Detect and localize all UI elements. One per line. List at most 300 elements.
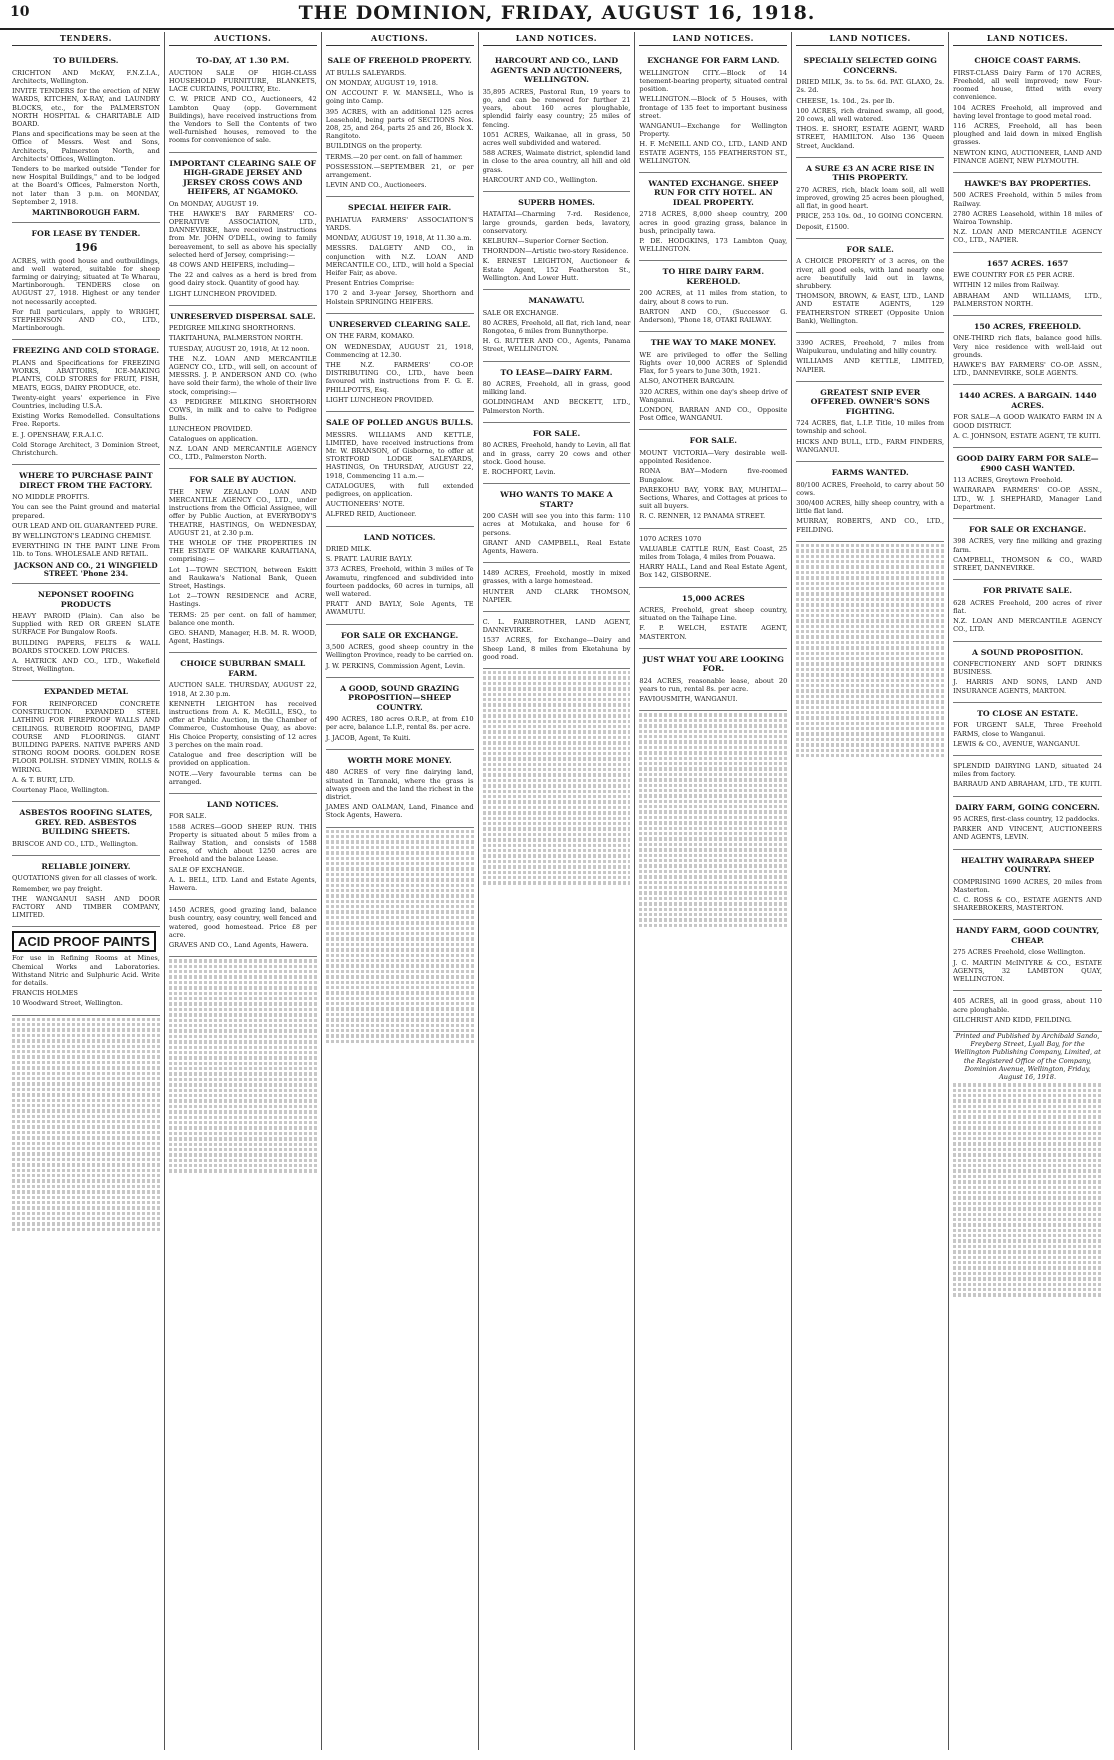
small-print-filler: [953, 1239, 1102, 1242]
small-print-filler: [483, 806, 631, 809]
small-print-filler: [639, 881, 787, 884]
small-print-filler: [326, 873, 474, 876]
small-print-filler: [12, 1201, 160, 1204]
small-print-filler: [169, 1089, 317, 1092]
advertisement: [639, 649, 787, 712]
ad-body-text: Courtenay Place, Wellington.: [12, 786, 110, 794]
small-print-filler: [796, 722, 944, 725]
ad-body-text: H. F. McNEILL AND CO., LTD., LAND AND ESTATE AGENTS, 155 FEATHERSTON ST., WELLINGTON.: [639, 140, 788, 165]
ad-body-text: KELBURN—Superior Corner Section.: [482, 237, 609, 246]
small-print-filler: [639, 789, 787, 792]
ad-headline: WORTH MORE MONEY.: [347, 755, 452, 765]
ad-body-text: P. DE. HODGKINS, 173 Lambton Quay, WELLINGTON.: [639, 237, 788, 254]
small-print-filler: [953, 1105, 1102, 1108]
small-print-filler: [953, 1196, 1102, 1199]
small-print-filler: [169, 1159, 317, 1162]
ad-body-text: LUNCHEON PROVIDED.: [168, 424, 253, 433]
ad-body-text: Plans and specifications may be seen at the Office of Messrs. West and Sons, Architects, Palmerston North, and Architects' Offices, Wellington.: [12, 130, 160, 163]
small-print-filler: [12, 1082, 160, 1085]
ad-body-text: C. L. FAIRBROTHER, LAND AGENT, DANNEVIRKE.: [482, 618, 631, 635]
small-print-filler: [12, 1045, 160, 1048]
small-print-filler: [639, 875, 787, 878]
small-print-filler: [483, 817, 631, 820]
small-print-filler: [326, 1013, 474, 1016]
small-print-filler: [12, 1066, 160, 1069]
small-print-filler: [169, 992, 317, 995]
small-print-filler: [483, 854, 631, 857]
advertisement: [169, 306, 317, 470]
small-print-filler: [796, 668, 944, 671]
small-print-filler: [326, 970, 474, 973]
ad-body-text: 2718 ACRES, 8,000 sheep country, 200 acres in good grazing grass, balance in bush, principally tawa.: [639, 210, 788, 235]
small-print-filler: [169, 959, 317, 962]
ad-headline: WANTED EXCHANGE. SHEEP RUN FOR CITY HOTEL. AN IDEAL PROPERTY.: [648, 178, 779, 207]
advertisement: [796, 50, 944, 158]
small-print-filler: [169, 1099, 317, 1102]
ad-body-text: HARRY HALL, Land and Real Estate Agent, Box 142, GISBORNE.: [639, 563, 788, 580]
advertisement: [953, 850, 1102, 921]
small-print-filler: [953, 1272, 1102, 1275]
ad-headline: SPECIAL HEIFER FAIR.: [348, 203, 452, 213]
ad-body-text: THOMSON, BROWN, & EAST, LTD., LAND AND ESTATE AGENTS, 129 FEATHERSTON STREET (Opposite Union Bank), Wellington.: [796, 292, 945, 325]
small-print-filler: [483, 714, 631, 717]
small-print-filler: [12, 1034, 160, 1037]
small-print-filler: [483, 757, 631, 760]
ad-body-text: 1051 ACRES, Waikanae, all in grass, 50 acres well subdivided and watered.: [482, 130, 631, 147]
ad-body-text: GRAVES AND CO., Land Agents, Hawera.: [168, 941, 309, 950]
ad-body-text: GOLDINGHAM AND BECKETT, LTD., Palmerston North.: [482, 398, 631, 415]
ad-body-text: SPLENDID DAIRYING LAND, situated 24 miles from factory.: [953, 761, 1102, 779]
small-print-filler: [483, 784, 631, 787]
small-print-filler: [326, 830, 474, 833]
small-print-filler: [639, 821, 787, 824]
ad-body-text: NOTE.—Very favourable terms can be arranged.: [168, 769, 317, 786]
ad-body-text: 588 ACRES, Waimate district, splendid land in close to the area country, all hill and old grass.: [482, 149, 631, 174]
small-print-filler: [953, 1132, 1102, 1135]
ad-body-text: THOS. E. SHORT, ESTATE AGENT, WARD STREET, HAMILTON. Also 136 Queen Street, Auckland.: [796, 125, 945, 150]
small-print-filler: [796, 695, 944, 698]
ad-headline: EXPANDED METAL: [43, 687, 128, 697]
small-print-filler: [12, 1196, 160, 1199]
ad-body-text: WELLINGTON.—Block of 5 Houses, with frontage of 135 feet to important business street.: [639, 95, 788, 120]
small-print-filler: [639, 746, 787, 749]
advertisement: [953, 797, 1102, 850]
ad-body-text: 48 COWS AND HEIFERS, including—: [168, 260, 295, 269]
small-print-filler: [483, 881, 631, 884]
advertisement: [169, 50, 317, 152]
ad-headline: HARCOURT AND CO., LAND AGENTS AND AUCTIONEERS, WELLINGTON.: [490, 56, 623, 85]
small-print-filler: [483, 811, 631, 814]
ad-headline: WHERE TO PURCHASE PAINT DIRECT FROM THE FACTORY.: [19, 471, 153, 490]
ad-body-text: Remember, we pay freight.: [12, 884, 103, 893]
small-print-filler: [326, 948, 474, 951]
small-print-filler: [326, 1034, 474, 1037]
ad-body-text: 1450 ACRES, good grazing land, balance bush country, easy country, well fenced and watered, good homestead. Price £8 per acre.: [168, 906, 317, 939]
small-print-filler: [326, 959, 474, 962]
ad-body-text: WELLINGTON CITY.—Block of 14 tenement-bearing property, situated central position.: [639, 68, 788, 94]
small-print-filler: [953, 1256, 1102, 1259]
small-print-filler: [796, 635, 944, 638]
ad-headline: FOR SALE BY AUCTION.: [189, 475, 297, 485]
small-print-filler: [639, 730, 787, 733]
small-print-filler: [639, 719, 787, 722]
advertisement: [483, 362, 631, 423]
ad-body-text: Twenty-eight years' experience in Five Countries, including U.S.A.: [12, 393, 160, 410]
ad-body-text: 200 CASH will see you into this farm: 110 acres at Motukaka, and house for 6 persons.: [482, 512, 631, 537]
ad-headline: LAND NOTICES.: [363, 532, 436, 542]
advertisement: [12, 681, 160, 802]
ad-body-text: FRANCIS HOLMES: [12, 989, 78, 998]
small-print-filler: [483, 844, 631, 847]
small-print-filler: [326, 867, 474, 870]
small-print-filler: [12, 1018, 160, 1021]
small-print-filler: [483, 709, 631, 712]
ad-body-text: PAREKOHU BAY, YORK BAY, MUHITAI—Sections, Whares, and Cottages at prices to suit all buyers.: [639, 485, 788, 511]
ad-body-text: NEWTON KING, AUCTIONEER, LAND AND FINANCE AGENT, NEW PLYMOUTH.: [953, 148, 1102, 165]
small-print-filler: [169, 1132, 317, 1135]
small-print-filler: [12, 1158, 160, 1161]
ad-body-text: H. G. RUTTER AND CO., Agents, Panama Street, WELLINGTON.: [482, 337, 631, 354]
advertisement: [169, 653, 317, 793]
column-heading: AUCTIONS.: [169, 32, 317, 46]
small-print-filler: [796, 689, 944, 692]
small-print-filler: [12, 1072, 160, 1075]
column-heading: LAND NOTICES.: [483, 32, 631, 46]
column-heading: TENDERS.: [12, 32, 160, 46]
small-print-filler: [796, 544, 944, 547]
ad-body-text: ACRES, with good house and outbuildings, and well watered, suitable for sheep farming or dairying; situated at Te Wharau, Martinborough. TENDERS close on AUGUST 27, 1918. Highest or any tender not necessarily accepted.: [12, 256, 160, 306]
small-print-filler: [953, 1089, 1102, 1092]
small-print-filler: [483, 763, 631, 766]
small-print-filler: [639, 735, 787, 738]
small-print-filler: [796, 571, 944, 574]
ad-body-text: HARCOURT AND CO., Wellington.: [482, 175, 598, 184]
ad-headline: A SOUND PROPOSITION.: [971, 647, 1084, 657]
ad-body-text: CAMPBELL, THOMSON & CO., WARD STREET, DANNEVIRKE.: [953, 555, 1102, 573]
ad-body-text: ALFRED REID, Auctioneer.: [325, 510, 417, 519]
ad-body-text: N.Z. LOAN AND MERCANTILE AGENCY CO., LTD.: [953, 617, 1102, 634]
small-print-filler: [483, 676, 631, 679]
small-print-filler: [483, 827, 631, 830]
advertisement: [326, 625, 474, 678]
ad-body-text: SALE OR EXCHANGE.: [482, 308, 559, 317]
column-heading: AUCTIONS.: [326, 32, 474, 46]
small-print-filler: [12, 1099, 160, 1102]
ad-body-text: TERMS: 25 per cent. on fall of hammer, balance one month.: [168, 610, 317, 627]
ad-body-text: KENNETH LEIGHTON has received instructions from A. K. McGILL, ESQ., to offer at Public Auction, in the Chamber of Commerce, Customhouse Quay, as above: His Choice Property, consisting of 12 acres 3 perches on the main road.: [168, 699, 317, 749]
ad-body-text: Deposit, £1500.: [796, 222, 850, 231]
small-print-filler: [483, 698, 631, 701]
small-print-filler: [12, 1179, 160, 1182]
small-print-filler: [12, 1131, 160, 1134]
advertisement: [796, 239, 944, 333]
ad-headline: CHOICE SUBURBAN SMALL FARM.: [180, 659, 306, 678]
ad-body-text: FOR SALE—A GOOD WAIKATO FARM IN A GOOD DISTRICT.: [953, 413, 1102, 430]
ad-body-text: HEAVY PAROID (Plain). Can also be Supplied with RED OR GREEN SLATE SURFACE For Bungalow Roofs.: [12, 612, 160, 637]
ad-body-text: ON THE FARM, KOMAKO.: [325, 332, 415, 341]
ad-body-text: THE HAWKE'S BAY FARMERS' CO-OPERATIVE ASSOCIATION, LTD., DANNEVIRKE, have received instructions from Mr. JOHN O'DELL, owing to family bereavement, to sell as above his specially selected herd of Jersey, comprising:—: [168, 209, 317, 259]
small-print-filler: [796, 614, 944, 617]
advertisement: [483, 612, 631, 669]
small-print-filler: [326, 1007, 474, 1010]
small-print-filler: [169, 1164, 317, 1167]
small-print-filler: [169, 1126, 317, 1129]
small-print-filler: [953, 1207, 1102, 1210]
small-print-filler: [12, 1169, 160, 1172]
ad-body-text: SALE OF EXCHANGE.: [168, 865, 245, 874]
small-print-filler: [326, 878, 474, 881]
advertisement: [326, 197, 474, 314]
small-print-filler: [483, 693, 631, 696]
small-print-filler: [169, 970, 317, 973]
small-print-filler: [12, 1217, 160, 1220]
small-print-filler: [169, 975, 317, 978]
small-print-filler: [12, 1125, 160, 1128]
small-print-filler: [796, 641, 944, 644]
ad-body-text: LONDON, BARRAN AND CO., Opposite Post Office, WANGANUI.: [639, 405, 788, 423]
small-print-filler: [639, 794, 787, 797]
ad-body-text: HUNTER AND CLARK THOMSON, NAPIER.: [482, 587, 631, 604]
small-print-filler: [326, 1024, 474, 1027]
small-print-filler: [639, 908, 787, 911]
advertisement: [483, 50, 631, 192]
ad-signature: JACKSON AND CO., 21 WINGFIELD STREET. 'Phone 234.: [14, 560, 158, 578]
ad-body-text: A. HATRICK AND CO., LTD., Wakefield Street, Wellington.: [12, 657, 160, 674]
ad-body-text: HICKS AND BULL, LTD., FARM FINDERS, WANGANUI.: [796, 437, 945, 454]
small-print-filler: [483, 876, 631, 879]
ad-headline: FOR PRIVATE SALE.: [983, 586, 1072, 596]
ad-headline: 150 ACRES, FREEHOLD.: [973, 321, 1082, 331]
ad-body-text: CRICHTON AND McKAY, F.N.Z.I.A., Architects, Wellington.: [12, 68, 160, 85]
ad-body-text: GEO. SHAND, Manager, H.B. M. R. WOOD, Agent, Hastings.: [168, 629, 317, 646]
small-print-filler: [483, 849, 631, 852]
advertisement: [326, 314, 474, 412]
ad-body-text: 300/400 ACRES, hilly sheep country, with a little flat land.: [796, 499, 945, 516]
small-print-filler: [796, 603, 944, 606]
ad-body-text: 100 ACRES, rich drained swamp, all good, 20 cows, all well watered.: [796, 106, 945, 124]
advertisement: [639, 430, 787, 528]
ad-body-text: 275 ACRES Freehold, close Wellington.: [953, 948, 1086, 957]
advertisement: [169, 153, 317, 306]
small-print-filler: [169, 1067, 317, 1070]
ad-body-text: MESSRS. DALGETY AND CO., in conjunction with N.Z. LOAN AND MERCANTILE CO., LTD., will hold a Special Heifer Fair, as above.: [325, 244, 474, 278]
column-heading: LAND NOTICES.: [796, 32, 944, 46]
ad-body-text: MURRAY, ROBERTS, AND CO., LTD., FEILDING.: [796, 517, 945, 534]
small-print-filler: [326, 916, 474, 919]
column-heading: LAND NOTICES.: [639, 32, 787, 46]
small-print-filler: [639, 848, 787, 851]
ad-headline: SUPERB HOMES.: [518, 197, 595, 207]
ad-body-text: 170 2 and 3-year Jersey, Shorthorn and Holstein SPRINGING HEIFERS.: [325, 289, 474, 306]
small-print-filler: [953, 1180, 1102, 1183]
ad-headline: JUST WHAT YOU ARE LOOKING FOR.: [642, 654, 784, 674]
small-print-filler: [169, 986, 317, 989]
small-print-filler: [953, 1245, 1102, 1248]
ad-body-text: C. W. PRICE AND CO., Auctioneers, 42 Lambton Quay (opp. Government Buildings), have received instructions from the Vendors to Sell the Contents of two well-furnished houses, removed to the rooms for convenience of sale.: [168, 95, 317, 145]
small-print-filler: [326, 884, 474, 887]
small-print-filler: [796, 727, 944, 730]
ad-headline: 1440 ACRES. A BARGAIN. 1440 ACRES.: [958, 391, 1097, 410]
advertisement: [639, 50, 787, 173]
small-print-filler: [169, 1029, 317, 1032]
small-print-filler: [12, 1093, 160, 1096]
ad-body-text: BARTON AND CO., (Successor G. Anderson), 'Phone 18, OTAKI RAILWAY.: [639, 307, 788, 325]
ad-lead-figure: 196: [74, 240, 98, 254]
small-print-filler: [326, 986, 474, 989]
ad-body-text: 405 ACRES, all in good grass, about 110 acre ploughable.: [953, 997, 1102, 1014]
small-print-filler: [326, 943, 474, 946]
ad-headline: FOR SALE OR EXCHANGE.: [968, 524, 1087, 534]
small-print-filler: [326, 921, 474, 924]
ad-body-text: AUCTIONEERS' NOTE.: [325, 500, 405, 509]
small-print-filler: [953, 1126, 1102, 1129]
ad-body-text: Present Entries Comprise:: [325, 279, 415, 288]
ad-body-text: LIGHT LUNCHEON PROVIDED.: [325, 395, 434, 404]
ad-body-text: MESSRS. WILLIAMS AND KETTLE, LIMITED, have received instructions from Mr. W. BRANSON, of Gisborne, to offer at STORTFORD LODGE SALEYARDS, HASTINGS, On THURSDAY, AUGUST 22, 1918, Commencing 11 a.m.—: [325, 430, 474, 480]
ad-body-text: A. L. BELL, LTD. Land and Estate Agents, Hawera.: [168, 875, 317, 893]
ad-body-text: 724 ACRES, flat, L.I.P. Title, 10 miles from township and school.: [796, 419, 945, 436]
advertisement: [953, 448, 1102, 519]
small-print-filler: [639, 805, 787, 808]
ad-body-text: WITHIN 12 miles from Railway.: [953, 281, 1060, 290]
ad-body-text: ABRAHAM AND WILLIAMS, LTD., PALMERSTON NORTH.: [953, 291, 1102, 308]
ad-body-text: THE N.Z. FARMERS' CO-OP. DISTRIBUTING CO., LTD., have been favoured with instructions from F. G. E. PHILLPOTTS, Esq.: [325, 360, 474, 394]
ad-body-text: HATAITAI—Charming 7-rd. Residence, large grounds, garden beds, lavatory, conservatory.: [482, 210, 631, 235]
small-print-filler: [483, 871, 631, 874]
ad-headline: NEPONSET ROOFING PRODUCTS: [37, 590, 134, 609]
small-print-filler: [953, 1148, 1102, 1151]
ad-headline: HAWKE'S BAY PROPERTIES.: [964, 178, 1091, 188]
ad-body-text: ONE-THIRD rich flats, balance good hills. Very nice residence with well-laid out grounds.: [953, 334, 1102, 359]
ad-body-text: J. HARRIS AND SONS, LAND AND INSURANCE AGENTS, MARTON.: [953, 678, 1102, 695]
small-print-filler: [639, 778, 787, 781]
small-print-filler: [639, 918, 787, 921]
small-print-filler: [169, 1051, 317, 1054]
small-print-filler: [796, 657, 944, 660]
ad-body-text: C. C. ROSS & CO., ESTATE AGENTS AND SHAREBROKERS, MASTERTON.: [953, 896, 1102, 913]
advertisement: [639, 529, 787, 588]
small-print-filler: [953, 1261, 1102, 1264]
small-print-filler: [169, 1105, 317, 1108]
advertisement: [639, 332, 787, 430]
advertisement: [12, 465, 160, 584]
small-print-filler: [326, 1040, 474, 1043]
small-print-filler: [796, 706, 944, 709]
ad-body-text: 320 ACRES, within one day's sheep drive of Wanganui.: [639, 387, 788, 404]
small-print-filler: [169, 1121, 317, 1124]
small-print-filler: [326, 851, 474, 854]
column-5: [635, 32, 792, 1750]
ad-headline: 1657 ACRES. 1657: [986, 258, 1069, 268]
ad-body-text: ON ACCOUNT F. W. MANSELL, Who is going into Camp.: [325, 89, 474, 106]
advertisement: [12, 927, 160, 1015]
small-print-filler: [953, 1266, 1102, 1269]
ad-body-text: 80 ACRES, Freehold, all in grass, good milking land.: [482, 380, 631, 397]
small-print-filler: [639, 724, 787, 727]
ad-headline: FOR SALE.: [532, 428, 581, 438]
advertisement: [326, 527, 474, 625]
ad-body-text: NO MIDDLE PROFITS.: [12, 493, 90, 502]
column-6: [792, 32, 949, 1750]
ad-body-text: J. JACOB, Agent, Te Kuiti.: [325, 733, 411, 742]
small-print-filler: [326, 862, 474, 865]
small-print-filler: [953, 1218, 1102, 1221]
ad-body-text: ALSO, ANOTHER BARGAIN.: [639, 377, 735, 386]
ad-headline: SALE OF FREEHOLD PROPERTY.: [327, 56, 472, 66]
small-print-filler: [169, 1110, 317, 1113]
ad-headline: FOR SALE OR EXCHANGE.: [341, 630, 459, 640]
ad-body-text: N.Z. LOAN AND MERCANTILE AGENCY CO., LTD., Palmerston North.: [168, 444, 317, 462]
small-print-filler: [796, 576, 944, 579]
small-print-filler: [639, 870, 787, 873]
small-print-filler: [326, 900, 474, 903]
small-print-filler: [639, 767, 787, 770]
ad-body-text: 2780 ACRES Leasehold, within 18 miles of Wairoa Township.: [953, 209, 1102, 227]
small-print-filler: [483, 747, 631, 750]
small-print-filler: [796, 619, 944, 622]
ad-body-text: CATALOGUES, with full extended pedigrees, on application.: [325, 481, 474, 498]
small-print-filler: [483, 822, 631, 825]
ad-body-text: CHEESE, 1s. 10d., 2s. per lb.: [796, 96, 895, 105]
small-print-filler: [483, 687, 631, 690]
small-print-filler: [639, 897, 787, 900]
ad-body-text: WAIRARAPA FARMERS' CO-OP. ASSN., LTD., W. J. SHEPHARD, Manager Land Department.: [953, 486, 1102, 511]
small-print-filler: [796, 625, 944, 628]
small-print-filler: [796, 609, 944, 612]
ad-headline: 15,000 ACRES: [681, 593, 745, 603]
small-print-filler: [326, 889, 474, 892]
small-print-filler: [169, 1116, 317, 1119]
small-print-filler: [169, 1153, 317, 1156]
small-print-filler: [639, 810, 787, 813]
advertisement: [483, 484, 631, 563]
column-1: [8, 32, 165, 1750]
small-print-filler: [326, 981, 474, 984]
small-print-filler: [796, 679, 944, 682]
ad-headline: RELIABLE JOINERY.: [41, 861, 131, 871]
ad-body-text: F. P. WELCH, ESTATE AGENT, MASTERTON.: [639, 624, 788, 641]
small-print-filler: [326, 975, 474, 978]
ad-body-text: Lot 1—TOWN SECTION, between Eskitt and Raukawa's National Bank, Queen Street, Hastings.: [168, 565, 317, 591]
ad-body-text: 200 ACRES, at 11 miles from station, to dairy, about 8 cows to run.: [639, 289, 788, 306]
advertisement: [953, 642, 1102, 703]
small-print-filler: [796, 555, 944, 558]
ad-body-text: 628 ACRES Freehold, 200 acres of river flat.: [953, 598, 1102, 615]
small-print-filler: [169, 981, 317, 984]
small-print-filler: [12, 1136, 160, 1139]
small-print-filler: [796, 749, 944, 752]
advertisement: [326, 412, 474, 527]
small-print-filler: [796, 673, 944, 676]
ad-body-text: LIGHT LUNCHEON PROVIDED.: [168, 289, 277, 298]
ad-body-text: For use in Refining Rooms at Mines, Chemical Works and Laboratories. Withstand Nitric and Sulphuric Acid. Write for details.: [12, 954, 160, 988]
small-print-filler: [326, 846, 474, 849]
page-number: 10: [10, 4, 30, 20]
ad-body-text: PRATT AND BAYLY, Sole Agents, TE AWAMUTU.: [325, 600, 474, 617]
small-print-filler: [483, 736, 631, 739]
ad-body-text: 480 ACRES of very fine dairying land, situated in Taranaki, where the grass is always green and the land the richest in the district.: [325, 768, 474, 801]
small-print-filler: [169, 1072, 317, 1075]
ad-body-text: K. ERNEST LEIGHTON, Auctioneer & Estate Agent, 152 Featherston St., Wellington. And Lower Hutt.: [482, 257, 631, 282]
ad-headline: FOR LEASE BY TENDER.: [31, 229, 141, 239]
ad-body-text: J. C. MARTIN McINTYRE & CO., ESTATE AGENTS, 32 LAMBTON QUAY, WELLINGTON.: [953, 958, 1102, 984]
ad-body-text: CONFECTIONERY AND SOFT DRINKS BUSINESS.: [953, 660, 1102, 677]
small-print-filler: [953, 1115, 1102, 1118]
ad-body-text: For full particulars, apply to WRIGHT, STEPHENSON AND CO., LTD., Martinborough.: [12, 307, 160, 333]
small-print-filler: [796, 684, 944, 687]
ad-body-text: PRICE, 253 10s. 0d., 10 GOING CONCERN.: [796, 212, 944, 221]
ad-body-text: 1537 ACRES, for Exchange—Dairy and Sheep Land, 8 miles from Eketahuna by good road.: [482, 636, 631, 661]
